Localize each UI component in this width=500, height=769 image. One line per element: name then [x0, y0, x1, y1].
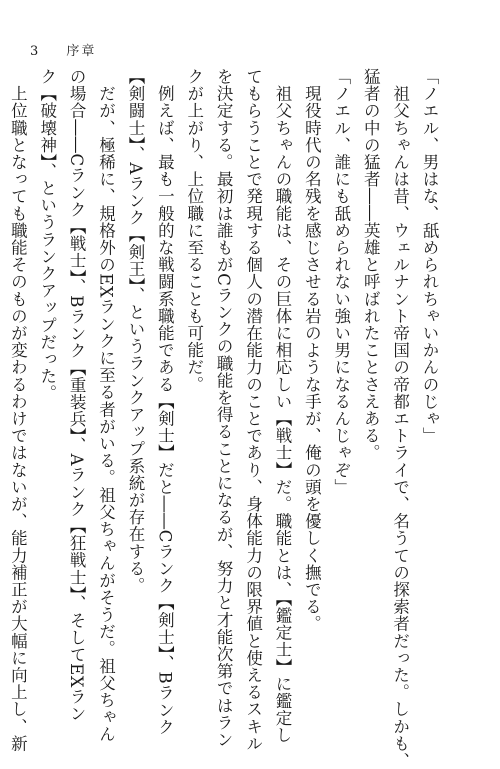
- text-line: を決定する。最初は誰もがCランクの職能を得ることになるが、努力と才能次第ではラン: [214, 68, 234, 749]
- text-line: 祖父ちゃんの職能は、その巨体に相応しい【戦士】だ。職能とは、【鑑定士】に鑑定し: [272, 68, 292, 744]
- text-line: てもらうことで発現する個人の潜在能力のことであり、身体能力の限界値と使えるスキル: [243, 68, 263, 752]
- page-number: 3: [30, 44, 41, 59]
- text-line: 「ノエル、男はな、舐められちゃいかんのじゃ」: [420, 68, 439, 445]
- text-line: 「ノエル、誰にも舐められない強い男になるんじゃぞ」: [331, 68, 351, 496]
- chapter-title: 序章: [66, 44, 97, 59]
- text-line: 現役時代の名残を感じさせる岩のような手が、俺の頭を優しく撫でる。: [302, 68, 322, 633]
- text-line: 上位職となっても職能そのものが変わるわけではないが、能力補正が大幅に向上し、新: [8, 68, 28, 752]
- text-line: [0, 68, 3, 658]
- text-line: だが、極稀に、規格外のEXランクに至る者がいる。祖父ちゃんがそうだ。祖父ちゃん: [96, 68, 116, 743]
- text-line: クが上がり、上位職に至ることも可能だ。: [184, 68, 204, 393]
- text-line: 猛者の中の猛者――英雄と呼ばれたことさえある。: [361, 68, 381, 462]
- text-line: 祖父ちゃんは昔、ウェルナント帝国の帝都エトライで、名うての探索者だった。しかも、: [390, 68, 410, 769]
- text-line: 【剣闘士】、Aランク【剣王】、というランクアップ系統が存在する。: [125, 68, 145, 595]
- running-header: [30, 40, 96, 59]
- text-line: 例えば、最も一般的な戦闘系職能である【剣士】だと――Cランク【剣士】、Bランク: [155, 68, 175, 736]
- text-line: ク【破壊神】、というランクアップだった。: [37, 68, 57, 402]
- text-line: の場合――Cランク【戦士】、Bランク【重装兵】、Aランク【狂戦士】、そしてEXラン: [67, 68, 87, 723]
- vertical-body-text: [8, 68, 444, 769]
